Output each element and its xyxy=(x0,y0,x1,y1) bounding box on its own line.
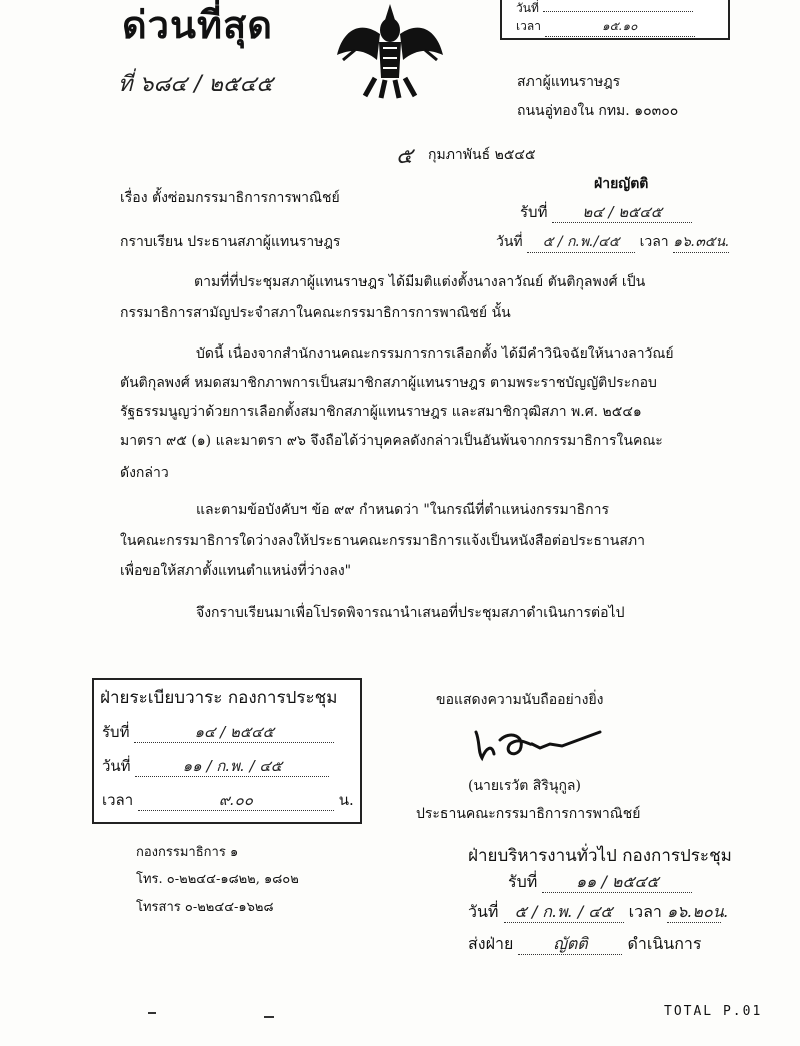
general-stamp-send-label: ส่งฝ่าย xyxy=(468,934,514,953)
sender-address: ถนนอู่ทองใน กทม. ๑๐๓๐๐ xyxy=(517,103,679,119)
paragraph-3-line-2: ในคณะกรรมาธิการใดว่างลงให้ประธานคณะกรรมาธิการแจ้งเป็นหนังสือต่อประธานสภา xyxy=(120,533,645,549)
fax-page-total: TOTAL P.01 xyxy=(664,1004,763,1019)
top-stamp-time-label: เวลา xyxy=(516,19,541,33)
paragraph-1-line-1: ตามที่ที่ประชุมสภาผู้แทนราษฎร ได้มีมติแต่งตั้งนางลาวัณย์ ตันติกุลพงศ์ เป็น xyxy=(194,274,646,290)
paragraph-2-line-4: มาตรา ๙๕ (๑) และมาตรา ๙๖ จึงถือได้ว่าบุคคลดังกล่าวเป็นอันพ้นจากกรรมาธิการในคณะ xyxy=(120,433,663,449)
salutation-line: กราบเรียน ประธานสภาผู้แทนราษฎร xyxy=(120,234,341,250)
legal-stamp-date-label: วันที่ xyxy=(496,234,523,250)
agenda-stamp-recv-value: ๑๔ / ๒๕๔๕ xyxy=(134,722,334,743)
urgency-heading: ด่วนที่สุด xyxy=(122,2,273,47)
general-stamp-time-value: ๑๖.๒๐น. xyxy=(667,902,729,921)
legal-stamp-recv-row xyxy=(520,202,692,223)
contact-fax: โทรสาร ๐-๒๒๔๔-๑๖๒๘ xyxy=(136,900,274,915)
signer-position: ประธานคณะกรรมาธิการการพาณิชย์ xyxy=(416,806,641,822)
top-receipt-stamp xyxy=(500,0,730,40)
agenda-stamp-time-label: เวลา xyxy=(102,791,134,809)
contact-telephone: โทร. ๐-๒๒๔๔-๑๘๒๒, ๑๘๐๒ xyxy=(136,872,299,887)
paragraph-2-line-1: บัดนี้ เนื่องจากสำนักงานคณะกรรมการการเลือกตั้ง ได้มีคำวินิจฉัยให้นางลาวัณย์ xyxy=(196,346,674,362)
legal-stamp-title: ฝ่ายญัตติ xyxy=(594,176,649,192)
legal-stamp-time-label: เวลา xyxy=(639,234,669,250)
contact-department: กองกรรมาธิการ ๑ xyxy=(136,845,239,860)
top-stamp-time-value: ๑๕.๑๐ xyxy=(545,16,695,37)
general-stamp-recv-value: ๑๑ / ๒๕๔๕ xyxy=(542,872,692,893)
paragraph-3-line-3: เพื่อขอให้สภาตั้งแทนตำแหน่งที่ว่างลง" xyxy=(120,563,352,579)
stray-mark xyxy=(264,1016,274,1018)
agenda-stamp-time-value: ๙.๐๐ xyxy=(138,790,334,811)
legal-stamp-recv-label: รับที่ xyxy=(520,203,548,221)
paragraph-2-line-3: รัฐธรรมนูญว่าด้วยการเลือกตั้งสมาชิกสภาผู้แทนราษฎร และสมาชิกวุฒิสภา พ.ศ. ๒๕๔๑ xyxy=(120,404,642,420)
general-stamp-recv-label: รับที่ xyxy=(508,872,538,891)
signer-name: (นายเรวัต สิรินุกูล) xyxy=(468,778,581,794)
legal-stamp-time-value: ๑๖.๓๕น. xyxy=(673,232,729,253)
date-month-year: กุมภาพันธ์ ๒๕๔๕ xyxy=(428,147,536,163)
paragraph-1-line-2: กรรมาธิการสามัญประจำสภาในคณะกรรมาธิการการพาณิชย์ นั้น xyxy=(120,305,511,321)
general-stamp-action-label: ดำเนินการ xyxy=(627,934,702,953)
top-stamp-date-value xyxy=(543,11,693,12)
agenda-stamp-date-value: ๑๑ / ก.พ. / ๔๕ xyxy=(135,756,329,777)
subject-line: เรื่อง ตั้งซ่อมกรรมาธิการการพาณิชย์ xyxy=(120,190,340,206)
paragraph-3-line-1: และตามข้อบังคับฯ ข้อ ๙๙ กำหนดว่า "ในกรณีที่ตำแหน่งกรรมาธิการ xyxy=(196,502,610,518)
paragraph-2-line-2: ตันติกุลพงศ์ หมดสมาชิกภาพการเป็นสมาชิกสภาผู้แทนราษฎร ตามพระราชบัญญัติประกอบ xyxy=(120,375,657,391)
closing-regards: ขอแสดงความนับถืออย่างยิ่ง xyxy=(436,692,604,708)
legal-stamp-recv-value: ๒๔ / ๒๕๔๕ xyxy=(552,202,692,223)
general-stamp-date-value: ๕ / ก.พ. / ๔๕ xyxy=(504,902,624,923)
date-day: ๕ xyxy=(396,144,413,169)
legal-stamp-date-value: ๕ / ก.พ./๔๕ xyxy=(527,232,635,253)
signature-image xyxy=(470,722,610,772)
general-stamp-title: ฝ่ายบริหารงานทั่วไป กองการประชุม xyxy=(468,846,732,866)
general-stamp-date-label: วันที่ xyxy=(468,902,499,921)
general-stamp-send-value: ญัตติ xyxy=(518,934,622,955)
general-stamp-time-label: เวลา xyxy=(628,902,662,921)
legal-stamp-date-row xyxy=(496,232,729,253)
agenda-receipt-stamp xyxy=(92,678,362,824)
agenda-stamp-title: ฝ่ายระเบียบวาระ กองการประชุม xyxy=(100,688,338,708)
paragraph-2-line-5: ดังกล่าว xyxy=(120,465,169,481)
garuda-emblem xyxy=(335,0,445,100)
top-stamp-date-label: วันที่ xyxy=(516,1,539,15)
sender-org: สภาผู้แทนราษฎร xyxy=(517,74,621,90)
paragraph-4-line-1: จึงกราบเรียนมาเพื่อโปรดพิจารณานำเสนอที่ประชุมสภาดำเนินการต่อไป xyxy=(196,605,625,621)
stray-mark xyxy=(148,1012,156,1014)
agenda-stamp-date-label: วันที่ xyxy=(102,757,131,775)
document-number: ที่ ๖๘๔ / ๒๕๔๕ xyxy=(118,72,273,97)
agenda-stamp-recv-label: รับที่ xyxy=(102,723,130,741)
agenda-stamp-time-suffix: น. xyxy=(338,791,354,809)
